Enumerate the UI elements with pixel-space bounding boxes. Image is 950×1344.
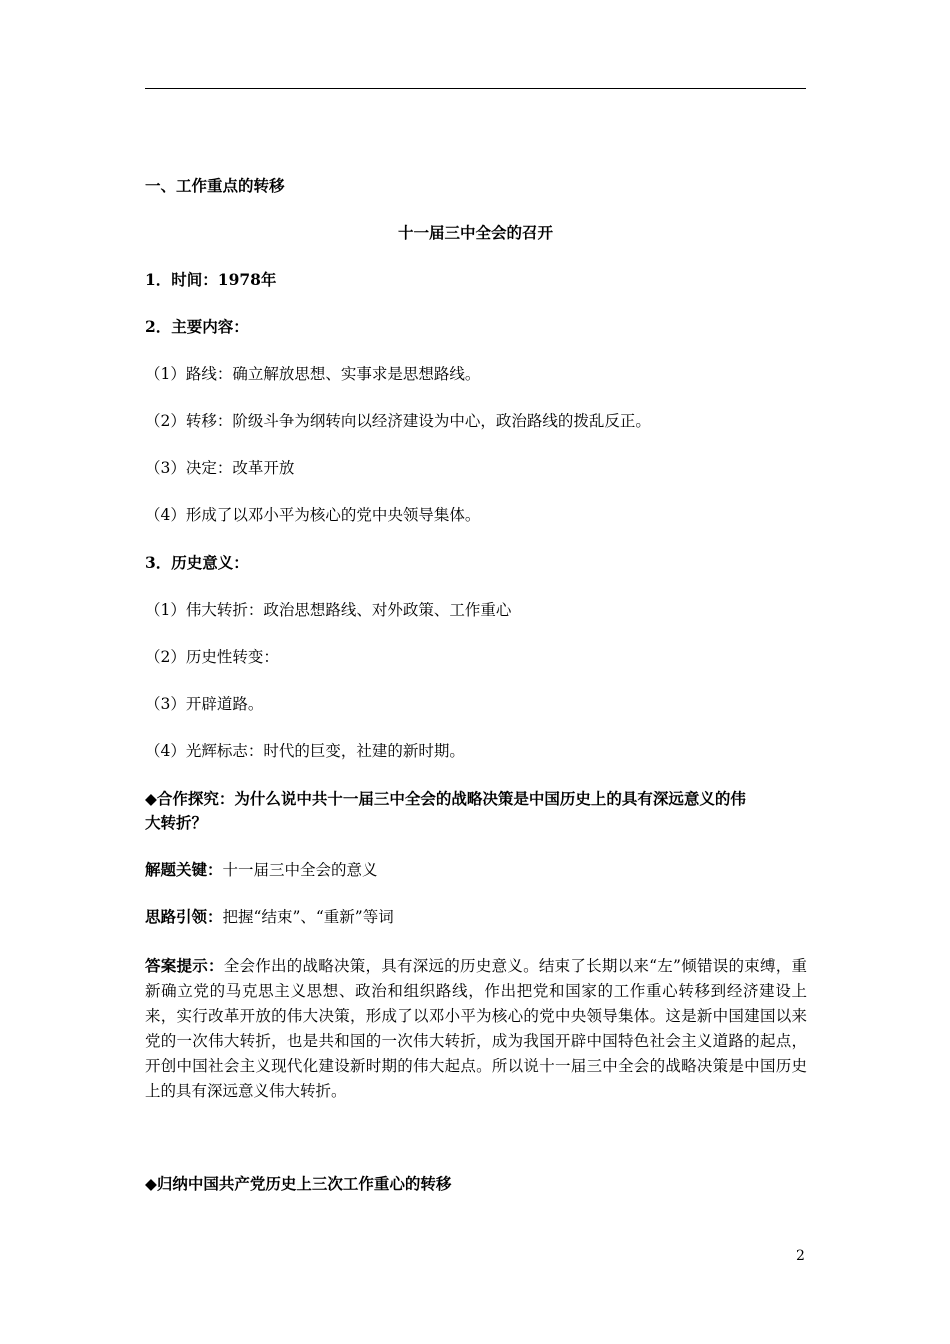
guide-text: 把握“结束”、“重新”等词 bbox=[222, 908, 394, 926]
significance-line: （4）光辉标志：时代的巨变，社建的新时期。 bbox=[145, 742, 465, 760]
inquiry-question-line2: 大转折？ bbox=[145, 813, 208, 832]
section-heading: 一、工作重点的转移 bbox=[145, 176, 285, 195]
item-main-content: 2．主要内容： bbox=[145, 317, 249, 336]
content-line: （4）形成了以邓小平为核心的党中央领导集体。 bbox=[145, 506, 481, 524]
answer-label: 答案提示： bbox=[145, 956, 224, 975]
answer-paragraph bbox=[145, 953, 807, 1104]
content-line: （2）转移：阶级斗争为纲转向以经济建设为中心，政治路线的拨乱反正。 bbox=[145, 412, 651, 430]
item-time: 1．时间：1978年 bbox=[145, 270, 277, 289]
answer-text: 全会作出的战略决策，具有深远的历史意义。结束了长期以来“左”倾错误的束缚，重新确立党的马克思主义思想、政治和组织路线，作出把党和国家的工作重心转移到经济建设上来，实行改革开放的伟大决策，形成了以邓小平为核心的党中央领导集体。这是新中国建国以来党的一次伟大转折，也是共和国的一次伟大转折，成为我国开辟中国特色社会主义道路的起点，开创中国社会主义现代化建设新时期的伟大起点。所以说十一届三中全会的战略决策是中国历史上的具有深远意义伟大转折。 bbox=[145, 957, 807, 1100]
significance-line: （2）历史性转变： bbox=[145, 648, 279, 666]
significance-line: （3）开辟道路。 bbox=[145, 695, 264, 713]
item-significance: 3．历史意义： bbox=[145, 553, 249, 572]
content-line: （3）决定：改革开放 bbox=[145, 459, 295, 477]
content-line: （1）路线：确立解放思想、实事求是思想路线。 bbox=[145, 365, 481, 383]
key-text: 十一届三中全会的意义 bbox=[222, 861, 378, 879]
significance-line: （1）伟大转折：政治思想路线、对外政策、工作重心 bbox=[145, 601, 512, 619]
inquiry-question-line1: ◆合作探究：为什么说中共十一届三中全会的战略决策是中国历史上的具有深远意义的伟 bbox=[145, 789, 746, 808]
guide-point bbox=[145, 905, 394, 929]
page-number: 2 bbox=[796, 1248, 805, 1264]
guide-label: 思路引领： bbox=[145, 907, 223, 926]
key-point bbox=[145, 858, 378, 882]
summary-heading: ◆归纳中国共产党历史上三次工作重心的转移 bbox=[145, 1174, 452, 1193]
header-rule bbox=[145, 88, 806, 89]
key-label: 解题关键： bbox=[145, 860, 223, 879]
subheading: 十一届三中全会的召开 bbox=[397, 223, 553, 242]
